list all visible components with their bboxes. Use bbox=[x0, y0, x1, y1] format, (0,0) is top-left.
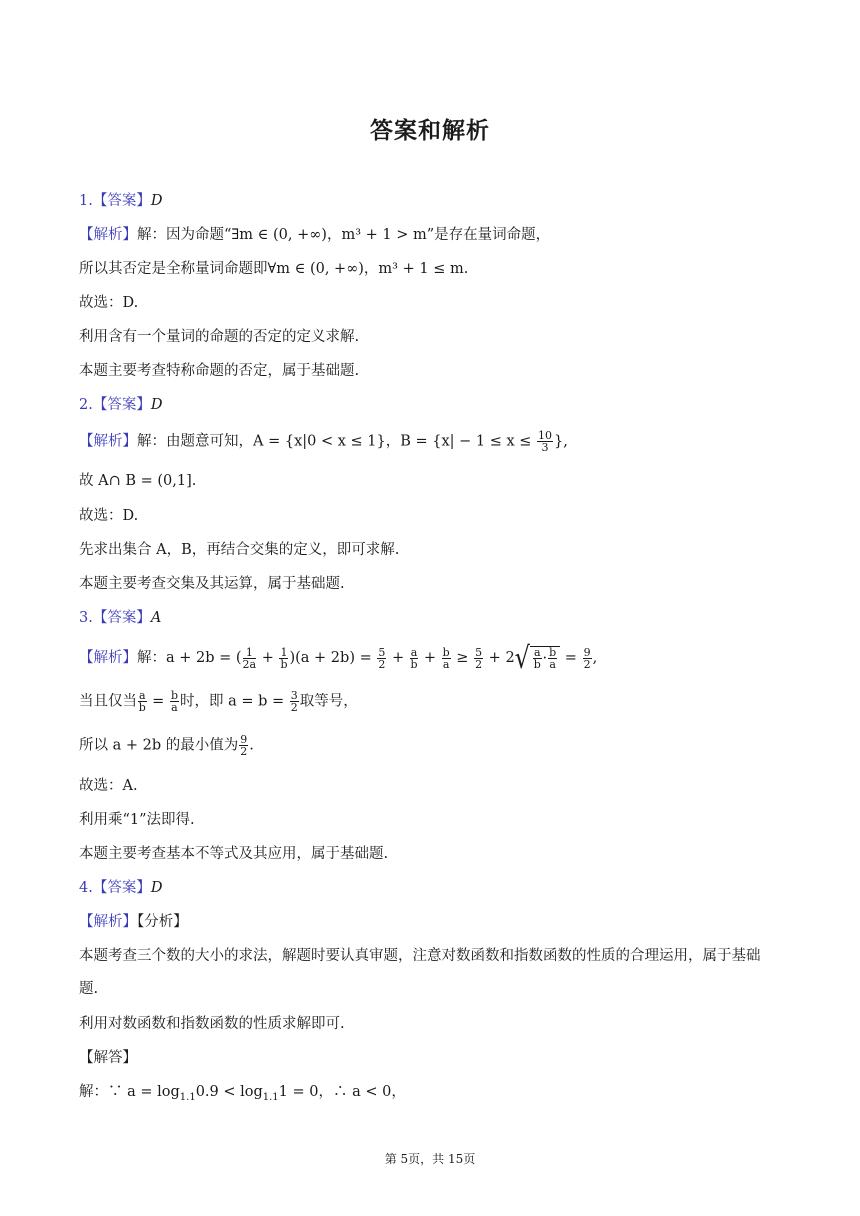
q1-text5: 本题主要考查特称命题的否定，属于基础题. bbox=[79, 363, 360, 379]
operator: + bbox=[387, 650, 409, 666]
q4-answer-tag: 【答案】 bbox=[92, 880, 151, 896]
q3-text3 bbox=[79, 734, 254, 757]
q3-text5: 利用乘“1”法即得. bbox=[79, 812, 195, 828]
numerator: 1 bbox=[243, 647, 257, 659]
radical-sign-icon: √ bbox=[514, 640, 530, 676]
q4-paragraph1: 本题考查三个数的大小的求法，解题时要认真审题，注意对数函数和指数函数的性质的合理运用，属于基础题. bbox=[79, 948, 761, 997]
q4-answer-line bbox=[79, 877, 162, 899]
operator: + bbox=[257, 650, 279, 666]
fraction bbox=[474, 647, 483, 670]
operator: = bbox=[147, 693, 169, 710]
denominator: a bbox=[549, 658, 556, 671]
q4-fenxi-tag: 【分析】 bbox=[137, 914, 188, 930]
q3-text4: 故选：A. bbox=[79, 778, 138, 794]
fraction bbox=[243, 647, 257, 670]
punctuation: , bbox=[592, 650, 598, 666]
q3-answer-tag: 【答案】 bbox=[92, 610, 151, 626]
denominator: 2 bbox=[475, 657, 483, 671]
operator: ≥ bbox=[451, 650, 474, 666]
fraction bbox=[548, 647, 557, 670]
q3-answer: A bbox=[150, 610, 162, 626]
denominator: 2 bbox=[240, 745, 248, 758]
q3-text6: 本题主要考查基本不等式及其应用，属于基础题. bbox=[79, 846, 389, 862]
q4-paragraph2: 利用对数函数和指数函数的性质求解即可. bbox=[79, 1016, 345, 1032]
numerator: b bbox=[549, 646, 557, 659]
q2-text3: 故选：D. bbox=[79, 508, 139, 524]
numerator: b bbox=[170, 689, 178, 702]
q3-text1a: 解：a + 2b = ( bbox=[137, 650, 242, 666]
numerator: 10 bbox=[538, 429, 553, 442]
operator: = bbox=[560, 650, 582, 666]
q1-text1: 解：因为命题“∃m ∈ (0, +∞)，m³ + 1 > m”是存在量词命题， bbox=[137, 227, 551, 243]
q3-analysis-line1 bbox=[79, 640, 598, 676]
fraction bbox=[239, 734, 248, 757]
fraction bbox=[290, 690, 299, 713]
q1-text4: 利用含有一个量词的命题的否定的定义求解. bbox=[79, 329, 360, 345]
operator: + 2 bbox=[484, 650, 515, 666]
q2-text1b: }, bbox=[554, 433, 568, 450]
denominator: b bbox=[138, 701, 146, 714]
q3-answer-line bbox=[79, 607, 161, 629]
q1-answer: D bbox=[150, 193, 163, 209]
denominator: b bbox=[410, 657, 418, 671]
q1-number: 1. bbox=[79, 193, 93, 209]
q2-answer-tag: 【答案】 bbox=[92, 397, 151, 413]
page-footer: 第 5页，共 15页 bbox=[384, 1152, 476, 1166]
numerator: a bbox=[533, 646, 541, 659]
q2-number: 2. bbox=[79, 397, 93, 413]
numerator: 5 bbox=[475, 645, 483, 659]
square-root bbox=[514, 640, 561, 676]
q4-solution-b: 0.9 < log bbox=[195, 1084, 263, 1100]
operator: + bbox=[419, 650, 441, 666]
numerator: 9 bbox=[240, 733, 248, 746]
q4-number: 4. bbox=[79, 880, 93, 896]
denominator: 2 bbox=[378, 657, 386, 671]
page-title: 答案和解析 bbox=[370, 118, 490, 144]
numerator: a bbox=[410, 645, 418, 659]
fraction bbox=[533, 647, 542, 670]
numerator: 5 bbox=[378, 645, 386, 659]
q2-text1a: 解：由题意可知，A = {x|0 < x ≤ 1}，B = {x| − 1 ≤ x ≤ bbox=[137, 433, 537, 450]
fraction bbox=[279, 647, 288, 670]
q2-answer: D bbox=[150, 397, 163, 413]
q3-text3a: 所以 a + 2b 的最小值为 bbox=[79, 737, 239, 754]
punctuation: . bbox=[249, 737, 254, 754]
log-base: 1.1 bbox=[262, 1091, 279, 1103]
q1-answer-line bbox=[79, 190, 162, 212]
numerator: 1 bbox=[280, 645, 288, 659]
q1-answer-tag: 【答案】 bbox=[92, 193, 151, 209]
q4-analysis-line bbox=[79, 911, 188, 933]
radicand bbox=[530, 646, 560, 670]
q3-text2b: 时，即 a = b = bbox=[179, 693, 289, 710]
q3-number: 3. bbox=[79, 610, 93, 626]
denominator: b bbox=[280, 657, 288, 671]
fraction bbox=[583, 647, 592, 670]
denominator: 2a bbox=[242, 657, 257, 671]
denominator: a bbox=[442, 657, 450, 671]
fraction bbox=[377, 647, 386, 670]
q2-text4: 先求出集合 A，B，再结合交集的定义，即可求解. bbox=[79, 542, 400, 558]
q1-analysis-line1 bbox=[79, 224, 550, 246]
numerator: a bbox=[139, 689, 146, 702]
fraction bbox=[537, 430, 553, 453]
q4-solution-line bbox=[79, 1081, 406, 1109]
fraction bbox=[410, 647, 419, 670]
q4-jieda-tag: 【解答】 bbox=[79, 1050, 137, 1066]
q2-analysis-tag: 【解析】 bbox=[79, 433, 137, 450]
q1-text2: 所以其否定是全称量词命题即∀m ∈ (0, +∞)，m³ + 1 ≤ m. bbox=[79, 261, 469, 277]
q4-analysis-tag: 【解析】 bbox=[79, 914, 137, 930]
denominator: 2 bbox=[290, 701, 298, 714]
numerator: 3 bbox=[290, 689, 298, 702]
denominator: a bbox=[171, 701, 178, 714]
fraction bbox=[442, 647, 451, 670]
numerator: b bbox=[442, 645, 450, 659]
q3-text2c: 取等号， bbox=[299, 693, 358, 710]
q4-answer: D bbox=[150, 880, 163, 896]
q1-text3: 故选：D. bbox=[79, 295, 139, 311]
q4-solution-a: 解：∵ a = log bbox=[79, 1084, 180, 1100]
q4-solution-c: 1 = 0，∴ a < 0， bbox=[278, 1084, 406, 1100]
fraction bbox=[138, 690, 147, 713]
q1-analysis-tag: 【解析】 bbox=[79, 227, 137, 243]
q2-answer-line bbox=[79, 394, 162, 416]
denominator: b bbox=[533, 658, 541, 671]
fraction bbox=[170, 690, 179, 713]
q3-text2 bbox=[79, 690, 358, 713]
operator: · bbox=[542, 650, 548, 667]
numerator: 9 bbox=[583, 645, 591, 659]
q3-analysis-tag: 【解析】 bbox=[79, 650, 137, 666]
q2-text5: 本题主要考查交集及其运算，属于基础题. bbox=[79, 576, 345, 592]
q2-analysis-line1 bbox=[79, 430, 568, 453]
denominator: 3 bbox=[541, 441, 549, 454]
q2-text2: 故 A∩ B = (0,1]. bbox=[79, 473, 197, 489]
log-base: 1.1 bbox=[179, 1091, 196, 1103]
q3-text2a: 当且仅当 bbox=[79, 693, 137, 710]
denominator: 2 bbox=[583, 657, 591, 671]
q3-text1b: )(a + 2b) = bbox=[289, 650, 377, 666]
